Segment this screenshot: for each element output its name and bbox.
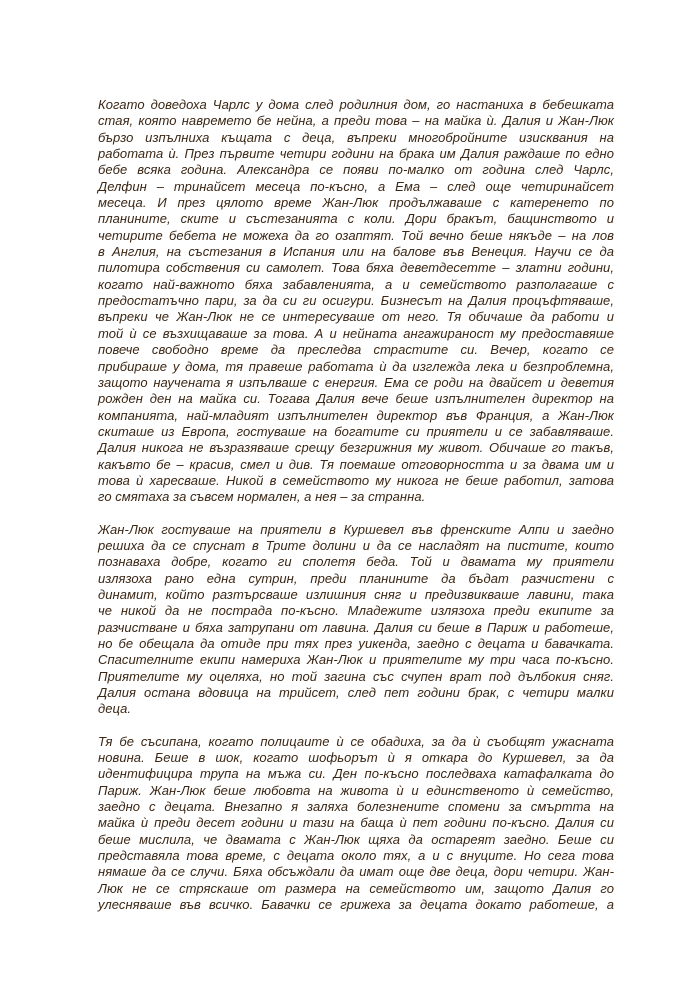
- text-line: четирите бебета не можеха да го озаптят. Той вечно беше някъде – на лов: [98, 227, 614, 243]
- text-line: бебе всяка година. Александра се появи по-малко от година след Чарлс,: [98, 162, 614, 178]
- text-line: Делфин – тринайсет месеца по-късно, а Ема – след още четиринайсет: [98, 178, 614, 194]
- text-line: Люк не се стряскаше от размера на семейството им, защото Далия го: [98, 880, 614, 896]
- text-line: Спасителните екипи намериха Жан-Люк и приятелите му три часа по-късно.: [98, 652, 614, 668]
- text-line: скиташе из Европа, гостуваше на богатите си приятели и се забавляваше.: [98, 423, 614, 439]
- text-line: той ѝ се възхищаваше за това. А и нейната ангажираност му предоставяше: [98, 325, 614, 341]
- text-line: повече свободно време да преследва страстите си. Вечер, когато се: [98, 342, 614, 358]
- text-line: защото научената я изпълваше с енергия. Ема се роди на двайсет и деветия: [98, 374, 614, 390]
- text-line: решиха да се спуснат в Трите долини и да се насладят на пистите, които: [98, 537, 614, 553]
- text-line: стая, която навремето бе нейна, а преди това – на майка ѝ. Далия и Жан-Люк: [98, 113, 614, 129]
- text-line: рожден ден на майка си. Тогава Далия вече беше изпълнителен директор на: [98, 391, 614, 407]
- text-line: какъвто бе – красив, смел и див. Тя поемаше отговорността и за двама им и: [98, 456, 614, 472]
- text-line: Далия остана вдовица на трийсет, след пет години брак, с четири малки: [98, 685, 614, 701]
- paragraph-1: [98, 97, 614, 506]
- text-line: Париж. Жан-Люк беше любовта на живота ѝ и единственото ѝ семейство,: [98, 782, 614, 798]
- text-line: месеца. И през цялото време Жан-Люк продължаваше с катеренето по: [98, 195, 614, 211]
- text-line: майка ѝ преди десет години и тази на баща ѝ пет години по-късно. Далия си: [98, 815, 614, 831]
- text-line: Приятелите му оцеляха, но той загина със счупен врат под дълбокия сняг.: [98, 668, 614, 684]
- text-line: Тя бе съсипана, когато полицаите ѝ се обадиха, за да ѝ съобщят ужасната: [98, 733, 614, 749]
- text-line: прибираше у дома, тя правеше работата ѝ да изглежда лека и безпроблемна,: [98, 358, 614, 374]
- text-line: разчистване и бяха затрупани от лавина. Далия си беше в Париж и работеше,: [98, 619, 614, 635]
- text-line: беше мислила, че двамата с Жан-Люк щяха да остареят заедно. Беше си: [98, 831, 614, 847]
- text-line: заедно с децата. Внезапно я заляха болезнените спомени за смъртта на: [98, 799, 614, 815]
- text-line: новина. Беше в шок, когато шофьорът ѝ я откара до Куршевел, за да: [98, 750, 614, 766]
- text-line: планините, ските и състезанията с коли. Дори бракът, бащинството и: [98, 211, 614, 227]
- text-line: въпреки че Жан-Люк не се интересуваше от него. Тя обичаше да работи и: [98, 309, 614, 325]
- text-line: идентифицира трупа на мъжа си. Ден по-късно последваха катафалката до: [98, 766, 614, 782]
- text-line: бързо изпълниха къщата с деца, въпреки многобройните изисквания на: [98, 129, 614, 145]
- text-line: това ѝ харесваше. Никой в семейството му никога не беше работил, затова: [98, 472, 614, 488]
- text-line: деца.: [98, 701, 132, 717]
- text-line: компанията, най-младият изпълнителен директор във Франция, а Жан-Люк: [98, 407, 614, 423]
- text-line: улесняваше във всичко. Бавачки се грижеха за децата докато работеше, а: [98, 897, 614, 913]
- text-line: предостатъчно пари, за да си ги осигури. Бизнесът на Далия процъфтяваше,: [98, 293, 614, 309]
- text-line: работата ѝ. През първите четири години на брака им Далия раждаше по едно: [98, 146, 614, 162]
- text-line: нямаше да се случи. Бяха обсъждали да имат още две деца, дори четири. Жан-: [98, 864, 614, 880]
- text-line: познаваха добре, когато ги сполетя беда. Той и двамата му приятели: [98, 554, 614, 570]
- text-line: Далия никога не възразяваше срещу безгрижния му живот. Обичаше го такъв,: [98, 440, 614, 456]
- text-line: пилотира собствения си самолет. Това бяха деветдесетте – златни години,: [98, 260, 614, 276]
- text-line: Жан-Люк гостуваше на приятели в Куршевел във френските Алпи и заедно: [98, 521, 614, 537]
- text-line: динамит, който разтърсваше излишния сняг и предизвикваше лавини, така: [98, 586, 614, 602]
- text-line: излязоха рано една сутрин, преди планините да бъдат разчистени с: [98, 570, 614, 586]
- text-line: Когато доведоха Чарлс у дома след родилния дом, го настаниха в бебешката: [98, 97, 614, 112]
- text-line: но бе обещала да отиде при тях през уикенда, заедно с децата и бавачката.: [98, 636, 614, 651]
- text-line: го смятаха за съвсем нормален, а нея – за странна.: [98, 489, 426, 505]
- document-page: [98, 97, 614, 930]
- text-line: представяла това време, с децата около тях, а и с внуците. Но сега това: [98, 848, 614, 864]
- text-line: че никой да не пострада по-късно. Младежите излязоха преди екипите за: [98, 603, 614, 619]
- text-line: когато най-важното бяха забавленията, а и семейството разполагаше с: [98, 276, 614, 292]
- paragraph-2: [98, 522, 614, 718]
- text-line: в Англия, на състезания в Испания или на балове във Венеция. Научи се да: [98, 244, 614, 260]
- paragraph-3: [98, 734, 614, 914]
